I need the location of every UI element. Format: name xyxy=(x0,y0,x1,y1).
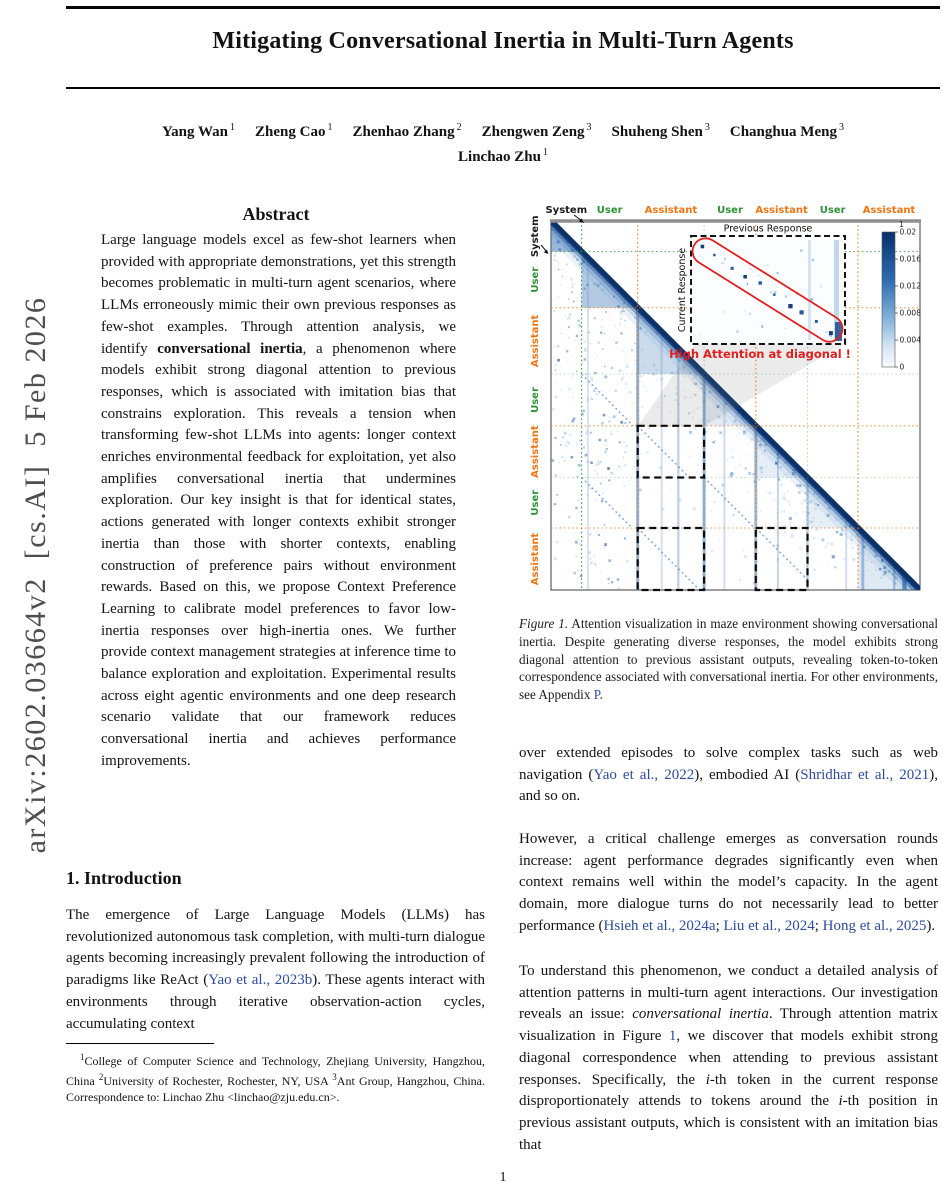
body-paragraph: over extended episodes to solve complex tasks such as web navigation (Yao et al., 2022), embodied AI (Shridhar et al., 2021), and so on. xyxy=(519,745,939,805)
title-rule xyxy=(66,87,940,89)
inset-annotation: High Attention at diagonal ! xyxy=(669,347,851,361)
author: Linchao Zhu $^1$ xyxy=(458,147,548,165)
inset-title: Previous Response xyxy=(723,223,813,235)
author: Changhua Meng $^3$ xyxy=(729,122,844,140)
section-heading-introduction: 1. Introduction xyxy=(66,868,182,888)
left-axis-label: User xyxy=(530,266,541,293)
top-axis-label: Assistant xyxy=(755,205,808,216)
colorbar-tick: 0.008 xyxy=(899,308,921,318)
italic-text: Figure 1. xyxy=(519,616,569,631)
superscript: 1 xyxy=(80,1052,85,1062)
top-axis-label: User xyxy=(819,205,846,216)
citation-link[interactable]: P xyxy=(593,687,600,703)
left-axis-label: User xyxy=(530,489,541,516)
citation-link[interactable]: Shridhar et al., 2021 xyxy=(800,766,930,783)
top-axis-label: User xyxy=(717,205,743,216)
colorbar-tick: 0.004 xyxy=(899,335,921,345)
left-axis-label: System xyxy=(530,215,541,258)
abstract-heading: Abstract xyxy=(242,204,310,224)
arxiv-watermark: arXiv:2602.03664v2 [cs.AI] 5 Feb 2026 xyxy=(19,296,52,854)
citation-link[interactable]: Yao et al., 2022 xyxy=(593,766,695,783)
italic-text: i xyxy=(705,1071,710,1088)
author: Zheng Cao $^1$ xyxy=(255,122,333,140)
inset-ylabel: Current Response xyxy=(677,247,688,333)
figure-1-attention-heatmap xyxy=(508,196,940,610)
author: Shuheng Shen $^3$ xyxy=(611,122,710,140)
italic-text: conversational inertia xyxy=(632,1006,769,1023)
citation-link[interactable]: Liu et al., 2024 xyxy=(723,917,815,934)
author: Zhenhao Zhang $^2$ xyxy=(352,122,462,140)
body-paragraph: To understand this phenomenon, we conduct a detailed analysis of attention patterns in multi-turn agent interactions. Our investigation reveals an issue: conversational inertia. Through attention matrix visualization in Figure 1, we discover that models exhibit strong diagonal correspondence when attending to previous assistant responses. Specifically, the i-th token in the current response disproportionately attends to tokens around the i-th position in previous assistant outputs, which is consistent with an imitation bias that xyxy=(519,963,938,1153)
inset-zoom xyxy=(669,224,851,362)
author: Yang Wan $^1$ xyxy=(162,122,236,140)
italic-text: i xyxy=(838,1093,843,1110)
citation-link[interactable]: Hong et al., 2025 xyxy=(822,917,927,934)
introduction-paragraph: The emergence of Large Language Models (LLMs) has revolutionized autonomous task completion, with multi-turn dialogue agents becoming increasingly prevalent following the introduction of paradigms like ReAct (Yao et al., 2023b). These agents interact with environments through iterative observation-action cycles, accumulating context xyxy=(66,907,486,1032)
left-axis-label: Assistant xyxy=(530,532,541,586)
colorbar-tick: 0.012 xyxy=(899,281,921,291)
svg-text:1: 1 xyxy=(899,220,904,229)
superscript: 2 xyxy=(98,1072,104,1083)
paper-title: Mitigating Conversational Inertia in Multi-Turn Agents xyxy=(212,28,794,54)
citation-link[interactable]: Hsieh et al., 2024a xyxy=(603,917,716,934)
colorbar-tick: 0 xyxy=(899,362,905,372)
page-number: 1 xyxy=(499,1170,507,1185)
left-axis-label: Assistant xyxy=(530,314,541,368)
superscript: 3 xyxy=(332,1072,337,1083)
top-axis-label: User xyxy=(596,205,623,216)
abstract-body: Large language models excel as few-shot learners when provided with appropriate demonstrations, yet this strength becomes problematic in multi-turn agent scenarios, where LLMs erroneously mimic their own previous responses as few-shot examples. Through attention analysis, we identify conversational inertia, a phenomenon where models exhibit strong diagonal attention to previous responses, which is associated with imitation bias that constrains exploration. This reveals a tension when transforming few-shot LLMs into agents: longer context enriches environmental feedback for exploitation, yet also amplifies conversational inertia that undermines exploration. Our key insight is that for identical states, actions generated with longer contexts exhibit stronger inertia than those with shorter contexts, enabling construction of preference pairs without environment rewards. Based on this, we propose Context Preference Learning to calibrate model preferences to favor low-inertia responses over high-inertia ones. We further provide context management strategies at inference time to balance exploration and exploitation. Experimental results across eight agentic environments and one deep research scenario validate that our framework reduces conversational inertia and achieves performance improvements. xyxy=(101,232,456,769)
body-paragraph: However, a critical challenge emerges as conversation rounds increase: agent performance degrades significantly even when context remains well within the model’s capacity. In the agent domain, more dialogue turns do not necessarily lead to better performance (Hsieh et al., 2024a; Liu et al., 2024; Hong et al., 2025). xyxy=(519,831,938,934)
top-axis-label: Assistant xyxy=(644,205,698,216)
bold-text: conversational inertia xyxy=(157,340,303,357)
authors-line-1 xyxy=(66,122,940,141)
citation-link[interactable]: 1 xyxy=(668,1028,677,1045)
top-axis-label: System xyxy=(545,205,588,216)
authors-line-2 xyxy=(66,147,940,166)
top-rule xyxy=(66,6,940,9)
colorbar-tick: 0.02 xyxy=(899,227,917,237)
top-axis-label: Assistant xyxy=(862,205,916,216)
author: Zhengwen Zeng $^3$ xyxy=(481,122,592,140)
citation-link[interactable]: Yao et al., 2023b xyxy=(208,972,313,989)
attention-heatmap-svg xyxy=(508,196,940,610)
left-axis-label: Assistant xyxy=(530,425,541,478)
footnote-rule xyxy=(66,1043,214,1044)
left-axis-label: User xyxy=(530,387,541,413)
affiliations-footnote: $^1$College of Computer Science and Technology, Zhejiang University, Hangzhou, China $^2$University of Rochester, Rochester, NY, USA $^3$Ant Group, Hangzhou, China. Correspondence to: Linchao Zhu <linchao@zju.edu.cn>. xyxy=(66,1052,485,1105)
figure-1-caption: Figure 1. Attention visualization in maze environment showing conversational inertia. Despite generating diverse responses, the model exhibits strong diagonal attention to previous assistant outputs, revealing token-to-token correspondence associated with conversational inertia. For other environments, see Appendix P. xyxy=(519,616,938,703)
colorbar-tick: 0.016 xyxy=(899,254,921,264)
